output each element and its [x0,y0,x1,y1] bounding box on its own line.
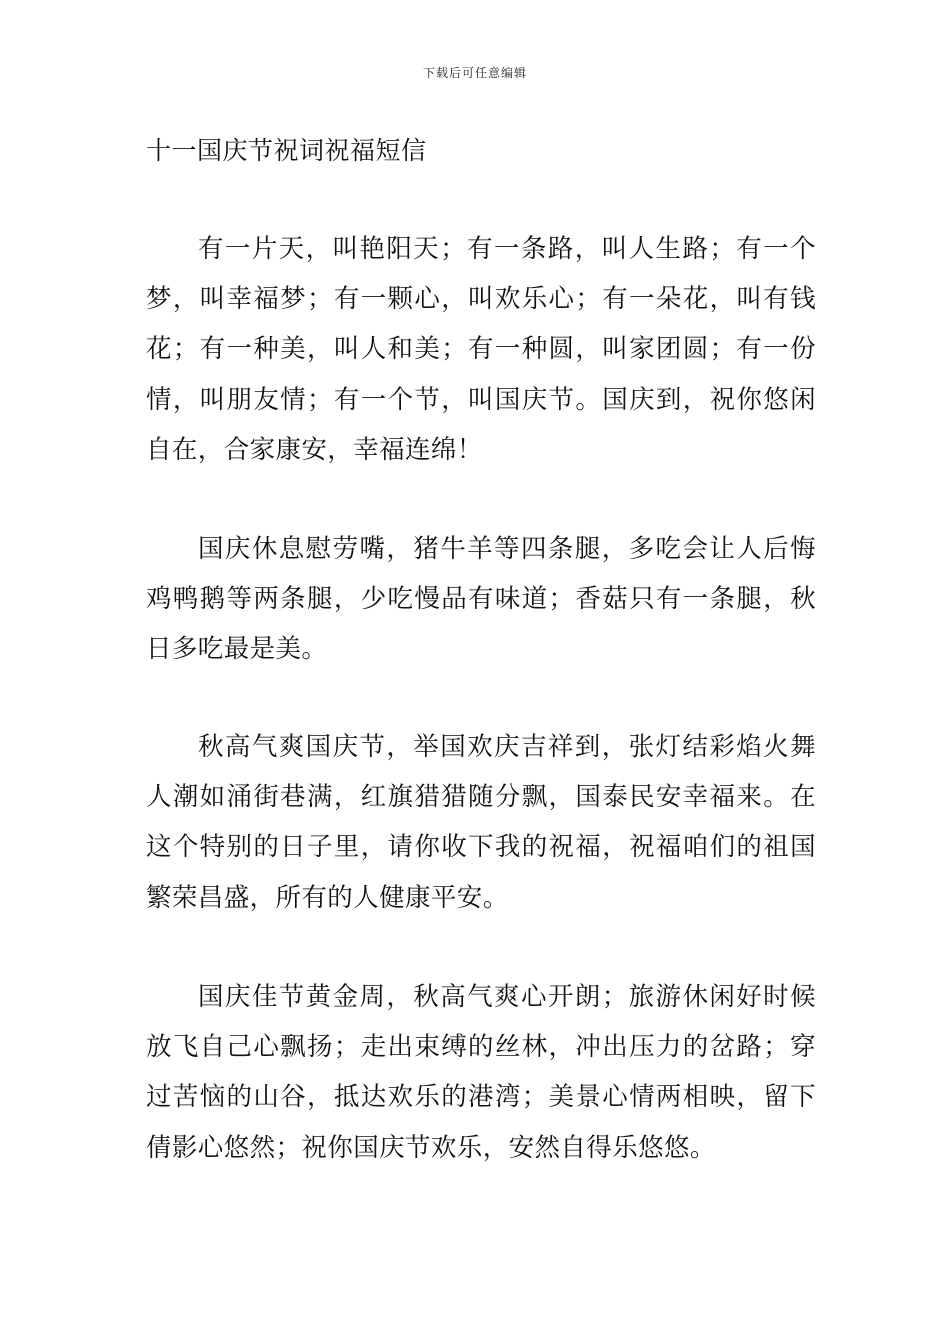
paragraph-2: 国庆休息慰劳嘴，猪牛羊等四条腿，多吃会让人后悔鸡鸭鹅等两条腿，少吃慢品有味道；香菇只有一条腿，秋日多吃最是美。 [146,534,816,665]
paragraph-4: 国庆佳节黄金周，秋高气爽心开朗；旅游休闲好时候放飞自己心飘扬；走出束缚的丝林，冲出压力的岔路；穿过苦恼的山谷，抵达欢乐的港湾；美景心情两相映，留下倩影心悠然；祝你国庆节欢乐，安然自得乐悠悠。 [146,982,816,1163]
header-note: 下载后可任意编辑 [422,66,527,80]
paragraph-1: 有一片天，叫艳阳天；有一条路，叫人生路；有一个梦，叫幸福梦；有一颗心，叫欢乐心；有一朵花，叫有钱花；有一种美，叫人和美；有一种圆，叫家团圆；有一份情，叫朋友情；有一个节，叫国庆节。国庆到，祝你悠闲自在，合家康安，幸福连绵！ [146,234,816,465]
document-title: 十一国庆节祝词祝福短信 [146,136,427,165]
paragraph-3: 秋高气爽国庆节，举国欢庆吉祥到，张灯结彩焰火舞人潮如涌街巷满，红旗猎猎随分飘，国泰民安幸福来。在这个特别的日子里，请你收下我的祝福，祝福咱们的祖国繁荣昌盛，所有的人健康平安。 [146,732,816,913]
